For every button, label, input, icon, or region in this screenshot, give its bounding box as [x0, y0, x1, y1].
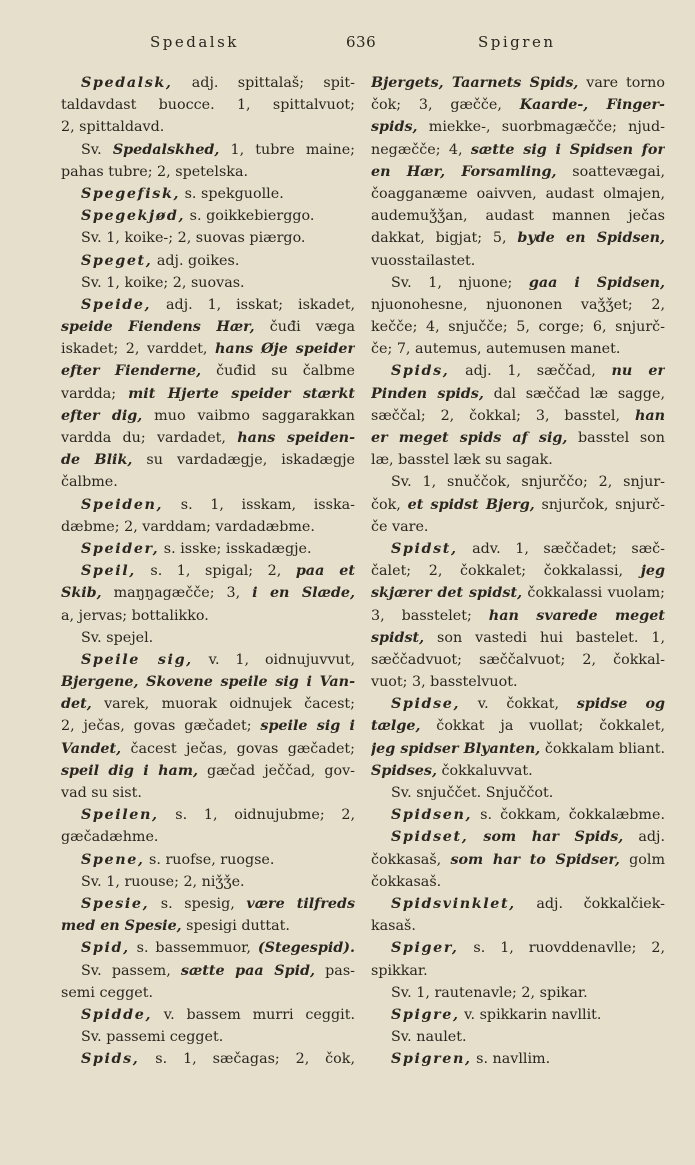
italic-phrase: en Hær, Forsamling,	[371, 163, 557, 180]
text-line	[61, 649, 355, 671]
text-run: adj. 1, sæččad,	[449, 363, 612, 380]
text-line	[61, 250, 355, 272]
text-run: adj. 1, isskat; iskadet,	[151, 296, 355, 313]
text-run: v. 1, oidnujuvvut,	[192, 651, 355, 668]
text-line	[371, 915, 665, 937]
text-run: Sv. 1, koike; 2, suovas.	[81, 274, 245, 291]
text-line	[61, 760, 355, 782]
text-run: muo vaibmo saggarakkan	[142, 407, 355, 424]
running-head	[0, 33, 695, 57]
text-line	[61, 871, 355, 893]
text-run: varek, muorak oidnujek čacest;	[91, 696, 355, 713]
text-line	[61, 294, 355, 316]
text-line	[61, 560, 355, 582]
text-line	[371, 183, 665, 205]
italic-phrase: han	[634, 407, 665, 424]
text-line	[371, 982, 665, 1004]
text-line	[371, 471, 665, 493]
headword: Spid,	[81, 940, 130, 957]
headword: Speide,	[81, 296, 152, 313]
page-number: 636	[346, 33, 377, 51]
text-line	[61, 183, 355, 205]
italic-phrase: Spedalskhed,	[112, 141, 220, 158]
text-run: s. spesig,	[149, 895, 247, 912]
italic-phrase: Kaarde-, Finger-	[519, 97, 665, 114]
text-run: adv. 1, sæččadet; sæč-	[457, 540, 665, 557]
text-line	[61, 227, 355, 249]
text-run: læ, basstel læk su sagak.	[371, 452, 553, 469]
italic-phrase: spids,	[371, 119, 418, 136]
text-line	[371, 227, 665, 249]
headword: Spigren,	[391, 1051, 472, 1068]
text-run: Sv. snjuččet. Snjuččot.	[391, 785, 554, 801]
text-run: Sv. naulet.	[391, 1029, 467, 1046]
headword: Spigre,	[391, 1006, 460, 1023]
headword: Spidde,	[81, 1006, 153, 1023]
text-run: son vastedi hui bastelet. 1,	[424, 629, 665, 646]
text-line	[371, 494, 665, 516]
text-run: taldavdast buocce. 1, spittalvuot;	[61, 97, 355, 114]
text-run: v. čokkat,	[460, 696, 577, 713]
text-line	[61, 782, 355, 804]
italic-phrase: gaa i Spidsen,	[528, 274, 665, 291]
text-run: čok,	[371, 496, 408, 513]
text-run: s. 1, spigal; 2,	[135, 563, 296, 580]
italic-phrase: speile sig i	[260, 718, 355, 735]
text-run: vardda;	[61, 385, 129, 402]
text-run: vuosstailastet.	[371, 252, 476, 269]
text-run: gæčad ječčad, gov-	[197, 762, 355, 779]
text-line	[371, 405, 665, 427]
text-line	[371, 116, 665, 138]
text-line	[61, 116, 355, 138]
italic-phrase: de Blik,	[61, 452, 133, 469]
text-line	[371, 760, 665, 782]
text-line	[371, 782, 665, 804]
text-line	[61, 605, 355, 627]
text-run: vare torno	[578, 75, 665, 91]
italic-phrase: sætte sig i Spidsen for	[470, 141, 665, 158]
text-line	[61, 383, 355, 405]
headword: Spiger,	[391, 940, 459, 957]
italic-phrase: det,	[61, 696, 92, 713]
headword: Spidset,	[391, 829, 469, 846]
text-line	[61, 982, 355, 1004]
left-column	[61, 72, 355, 1070]
text-run: adj. spittalaš; spit-	[172, 75, 355, 91]
text-run: dakkat, bigjat; 5,	[371, 230, 518, 247]
text-line	[371, 338, 665, 360]
italic-phrase: han svarede meget	[488, 607, 665, 624]
header-left-word: Spedalsk	[150, 33, 239, 51]
italic-phrase: i en Slæde,	[252, 585, 355, 602]
italic-phrase: Skib,	[61, 585, 102, 602]
text-run: vuot; 3, basstelvuot.	[371, 674, 518, 691]
italic-phrase: jeg	[640, 563, 665, 580]
headword: Speil,	[81, 563, 136, 580]
text-run: Sv. spejel.	[81, 629, 154, 646]
text-run: 2, ječas, govas gæčadet;	[61, 718, 261, 735]
text-line	[371, 605, 665, 627]
text-run: čokkalassi vuolam;	[522, 585, 665, 602]
text-run: v. bassem murri ceggit.	[152, 1006, 355, 1023]
right-column	[371, 72, 665, 1070]
italic-phrase: tælge,	[371, 718, 421, 735]
text-line	[371, 649, 665, 671]
text-run: kasaš.	[371, 918, 416, 935]
text-line	[61, 272, 355, 294]
headword: Spidsvinklet,	[391, 895, 516, 912]
text-line	[371, 560, 665, 582]
text-line	[371, 937, 665, 959]
italic-phrase: paa et	[295, 563, 355, 580]
text-line	[371, 94, 665, 116]
text-line	[371, 693, 665, 715]
text-run: sæččadvuot; sæččalvuot; 2, čokkal-	[371, 651, 665, 668]
text-line	[371, 427, 665, 449]
italic-phrase: jeg spidser Blyanten,	[371, 740, 541, 757]
headword: Spidsen,	[391, 807, 473, 824]
text-run: kečče; 4, snjučče; 5, corge; 6, snjurč-	[371, 319, 665, 336]
text-line	[371, 272, 665, 294]
italic-phrase: med en Spesie,	[61, 918, 182, 935]
italic-phrase: hans speiden-	[237, 430, 355, 446]
text-line	[61, 804, 355, 826]
text-line	[61, 849, 355, 871]
text-run: s. ruofse, ruogse.	[144, 851, 275, 868]
text-line	[61, 627, 355, 649]
text-line	[371, 826, 665, 848]
italic-phrase: Bjergene, Skovene speile sig i Van-	[61, 674, 355, 691]
headword: Speider,	[81, 540, 160, 557]
text-line	[371, 804, 665, 826]
text-line	[61, 316, 355, 338]
text-line	[61, 338, 355, 360]
text-line	[371, 360, 665, 382]
text-line	[61, 960, 355, 982]
text-line	[61, 494, 355, 516]
text-line	[61, 893, 355, 915]
text-line	[371, 161, 665, 183]
text-run: čokkalam bliant.	[540, 740, 665, 757]
text-line	[371, 671, 665, 693]
headword: Spidse,	[391, 696, 461, 713]
text-line	[61, 1048, 355, 1070]
italic-phrase: spidst,	[371, 629, 425, 646]
text-line	[61, 360, 355, 382]
text-run: 1, tubre maine;	[219, 141, 355, 158]
text-run: Sv.	[81, 141, 113, 158]
text-line	[61, 72, 355, 94]
text-run: Sv. 1, snuččok, snjurččo; 2, snjur-	[391, 474, 665, 491]
text-run: njuonohesne, njuononen vaǯǯet; 2,	[371, 296, 665, 313]
text-run: Sv. passem,	[81, 962, 181, 979]
italic-phrase: et spidst Bjerg,	[407, 496, 535, 513]
text-run: Sv. 1, koike-; 2, suovas piærgo.	[81, 230, 306, 247]
text-run: miekke-, suorbmagæčče; njud-	[417, 119, 665, 136]
text-run: če; 7, autemus, autemusen manet.	[371, 341, 621, 358]
text-run: s. goikkebierggo.	[185, 208, 315, 225]
text-run: golm	[619, 851, 665, 868]
italic-phrase: byde en Spidsen,	[517, 230, 665, 247]
italic-phrase: speide Fiendens Hær,	[61, 319, 255, 336]
text-run: čokkaluvvat.	[436, 762, 533, 779]
text-run: Sv. passemi cegget.	[81, 1029, 224, 1046]
text-run: čok; 3, gæčče,	[371, 97, 520, 114]
italic-phrase: spidse og	[576, 696, 665, 713]
text-run: snjurčok, snjurč-	[534, 496, 665, 513]
text-line	[371, 582, 665, 604]
headword: Speilen,	[81, 807, 159, 824]
headword: Spidst,	[391, 540, 458, 557]
text-line	[371, 383, 665, 405]
text-line	[61, 449, 355, 471]
headword: Spegekjød,	[81, 208, 186, 225]
text-run: Sv. 1, njuone;	[391, 274, 529, 291]
text-line	[61, 538, 355, 560]
text-run: sæččal; 2, čokkal; 3, basstel,	[371, 407, 635, 424]
text-run: semi cegget.	[61, 984, 153, 1001]
italic-phrase: sætte paa Spid,	[180, 962, 315, 979]
italic-phrase: (Stegespid).	[257, 940, 355, 957]
text-line	[371, 738, 665, 760]
text-run: če vare.	[371, 518, 429, 535]
text-run: čuđi væga	[254, 319, 355, 336]
text-run: čokkasaš.	[371, 873, 442, 890]
text-line	[371, 893, 665, 915]
text-line	[61, 427, 355, 449]
text-line	[371, 1048, 665, 1070]
text-line	[371, 1004, 665, 1026]
text-line	[61, 1004, 355, 1026]
text-run: vardda du; vardadet,	[61, 430, 238, 446]
italic-phrase: Pinden spids,	[371, 385, 484, 402]
italic-phrase: som har to Spidser,	[450, 851, 620, 868]
text-run: su vardadægje, iskadægje	[132, 452, 355, 469]
text-run: čuđid su čalbme	[201, 363, 355, 380]
text-run: 2, spittaldavd.	[61, 119, 165, 136]
text-line	[61, 161, 355, 183]
text-run: s. isske; isskadægje.	[159, 540, 312, 557]
text-run: negæčče; 4,	[371, 141, 471, 158]
text-run: spesigi duttat.	[181, 918, 290, 935]
text-line	[371, 538, 665, 560]
text-line	[61, 826, 355, 848]
text-line	[371, 72, 665, 94]
italic-phrase: efter Fienderne,	[61, 363, 202, 380]
text-line	[61, 1026, 355, 1048]
text-run: a, jervas; bottalikko.	[61, 607, 209, 624]
italic-phrase: som har Spids,	[483, 829, 624, 846]
text-run: adj.	[623, 829, 665, 846]
text-run: basstel son	[567, 430, 665, 446]
text-run: s. 1, isskam, isska-	[163, 496, 355, 513]
text-run: iskadet; 2, varddet,	[61, 341, 216, 358]
italic-phrase: Vandet,	[61, 740, 122, 757]
text-run: soattevægai,	[556, 163, 665, 180]
text-line	[371, 849, 665, 871]
text-line	[61, 937, 355, 959]
text-line	[61, 94, 355, 116]
text-run: s. spekguolle.	[180, 185, 284, 202]
text-run: s. čokkam, čokkalæbme.	[472, 807, 665, 824]
text-line	[371, 516, 665, 538]
text-run: čokkasaš,	[371, 851, 451, 868]
text-run: gæčadæhme.	[61, 829, 159, 846]
headword: Spesie,	[81, 895, 150, 912]
italic-phrase: speil dig i ham,	[61, 762, 198, 779]
text-run: čalbme.	[61, 474, 118, 491]
text-line	[61, 582, 355, 604]
text-run: dæbme; 2, varddam; vardadæbme.	[61, 518, 315, 535]
headword: Spids,	[391, 363, 450, 380]
text-line	[371, 139, 665, 161]
text-run: 3, basstelet;	[371, 607, 489, 624]
headword: Spids,	[81, 1051, 140, 1068]
text-run: s. 1, oidnujubme; 2,	[158, 807, 355, 824]
text-line	[61, 205, 355, 227]
italic-phrase: være tilfreds	[246, 895, 355, 912]
text-line	[371, 294, 665, 316]
headword: Spedalsk,	[81, 75, 173, 91]
text-run: audemuǯǯan, audast mannen ječas	[371, 208, 665, 225]
text-run: s. navllim.	[471, 1051, 551, 1068]
text-run: dal sæččad læ sagge,	[483, 385, 665, 402]
text-line	[371, 627, 665, 649]
text-line	[61, 516, 355, 538]
text-run: čacest ječas, govas gæčadet;	[121, 740, 355, 757]
text-run: pahas tubre; 2, spetelska.	[61, 163, 249, 180]
italic-phrase: mit Hjerte speider stærkt	[128, 385, 355, 402]
text-run: čokkat ja vuollat; čokkalet,	[420, 718, 665, 735]
text-line	[61, 693, 355, 715]
italic-phrase: hans Øje speider	[215, 341, 355, 358]
text-run: vad su sist.	[61, 785, 142, 801]
italic-phrase: skjærer det spidst,	[371, 585, 523, 602]
text-line	[371, 316, 665, 338]
text-line	[61, 471, 355, 493]
text-line	[61, 405, 355, 427]
headword: Spene,	[81, 851, 145, 868]
text-run: Sv. 1, ruouse; 2, niǯǯe.	[81, 873, 245, 890]
italic-phrase: er meget spids af sig,	[371, 430, 568, 446]
italic-phrase: efter dig,	[61, 407, 143, 424]
text-line	[371, 205, 665, 227]
text-line	[371, 960, 665, 982]
text-line	[371, 250, 665, 272]
text-run: čalet; 2, čokkalet; čokkalassi,	[371, 563, 641, 580]
headword: Speiden,	[81, 496, 164, 513]
text-run: adj. goikes.	[152, 252, 240, 269]
text-run: Sv. 1, rautenavle; 2, spikar.	[391, 984, 588, 1001]
text-line	[61, 139, 355, 161]
text-run: s. 1, ruovddenavlle; 2,	[458, 940, 665, 957]
text-line	[371, 449, 665, 471]
text-run: spikkar.	[371, 962, 428, 979]
headword: Speget,	[81, 252, 153, 269]
text-line	[61, 915, 355, 937]
italic-phrase: nu er	[611, 363, 665, 380]
text-run: v. spikkarin navllit.	[459, 1006, 602, 1023]
text-line	[61, 715, 355, 737]
text-run: adj. čokkalčiek-	[515, 895, 665, 912]
header-right-word: Spigren	[478, 33, 556, 51]
text-line	[61, 738, 355, 760]
italic-phrase: Bjergets, Taarnets Spids,	[371, 75, 579, 91]
text-run: čoagganæme oaivven, audast olmajen,	[371, 185, 665, 202]
text-line	[371, 871, 665, 893]
text-run: s. bassemmuor,	[129, 940, 258, 957]
text-line	[371, 1026, 665, 1048]
text-run: pas-	[315, 962, 355, 979]
text-run: s. 1, sæčagas; 2, čok,	[139, 1051, 355, 1068]
italic-phrase: Spidses,	[371, 762, 437, 779]
text-line	[371, 715, 665, 737]
text-line	[61, 671, 355, 693]
text-run: maŋŋagæčče; 3,	[101, 585, 253, 602]
headword: Spegefisk,	[81, 185, 181, 202]
headword: Speile sig,	[81, 651, 193, 668]
text-run	[468, 829, 483, 845]
